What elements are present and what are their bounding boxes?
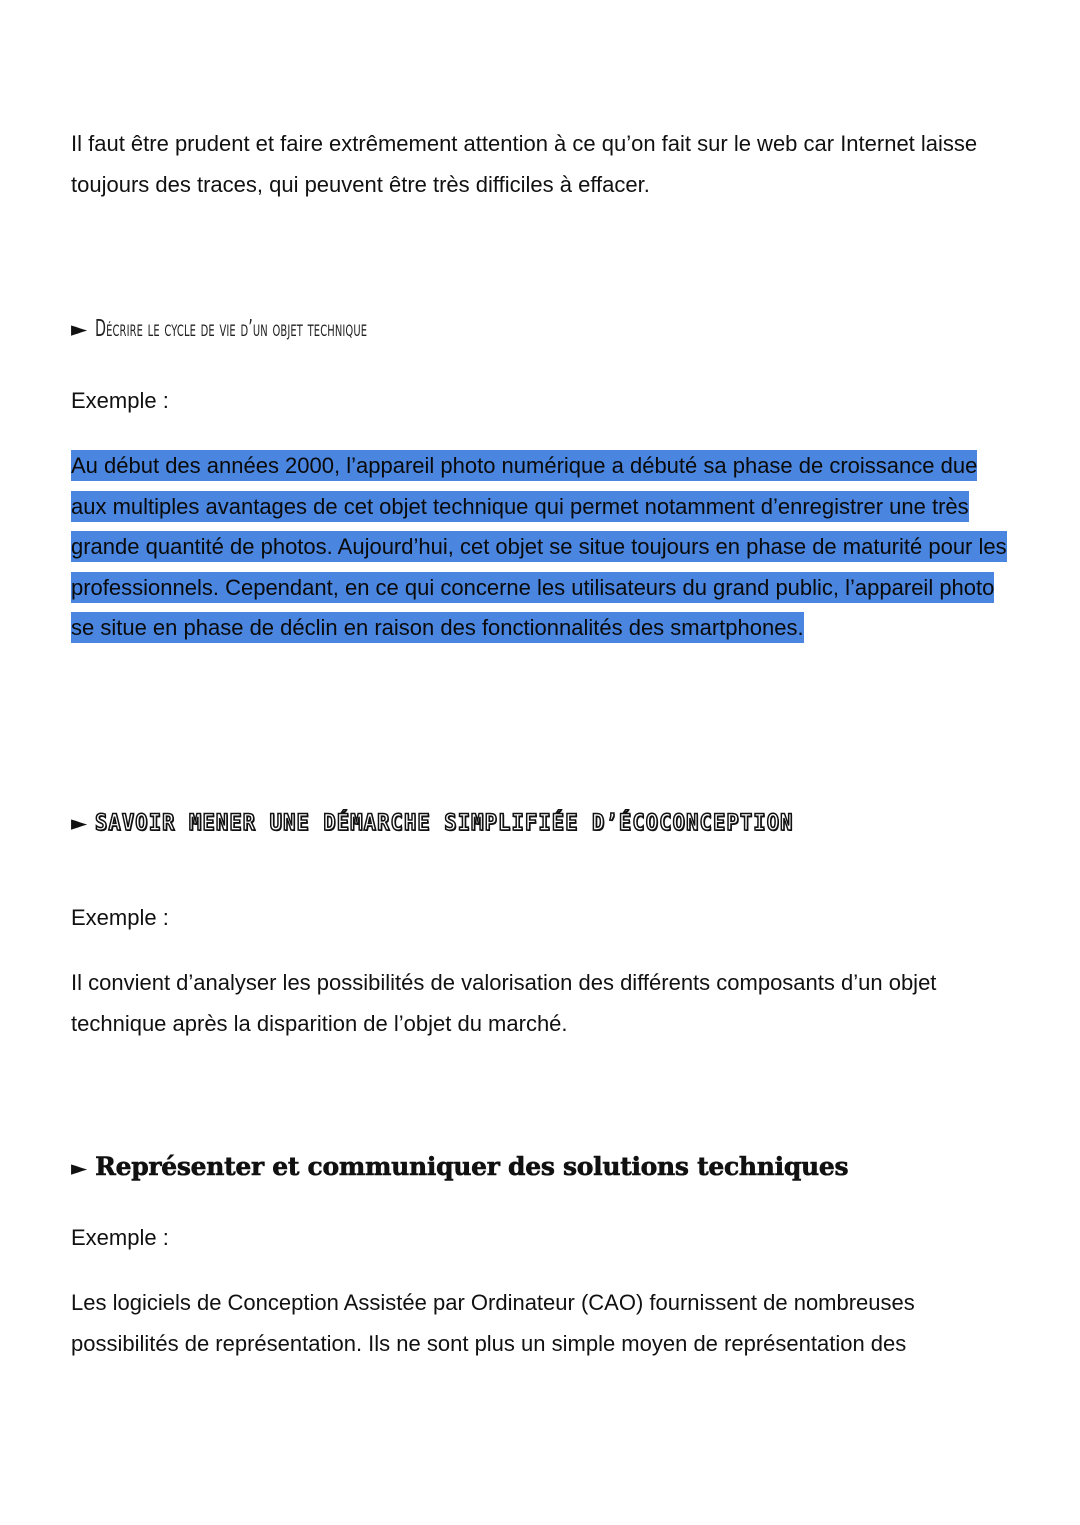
heading-ecoconception (71, 808, 1011, 839)
paragraph-cao: Les logiciels de Conception Assistée par Ordinateur (CAO) fournissent de nombreuses possibilités de représentation. Ils ne sont plus un simple moyen de représentation des (71, 1290, 915, 1356)
heading-text: Représenter et communiquer des solutions techniques (95, 1152, 849, 1181)
example-label: Exemple : (71, 905, 169, 930)
heading-representer (71, 1151, 1011, 1184)
heading-text: SAVOIR MENER UNE DÉMARCHE SIMPLIFIÉE D’ÉCOCONCEPTION (95, 811, 794, 836)
heading-text: Décrire le cycle de vie d’un objet technique (95, 316, 368, 342)
example-label: Exemple : (71, 388, 169, 413)
arrow-bullet-icon: ► (71, 811, 88, 835)
heading-cycle-de-vie (71, 314, 1011, 344)
highlighted-paragraph (71, 446, 1011, 649)
paragraph-valorisation: Il convient d’analyser les possibilités de valorisation des différents composants d’un objet technique après la disparition de l’objet du marché. (71, 970, 937, 1036)
arrow-bullet-icon: ► (71, 317, 88, 341)
arrow-bullet-icon: ► (71, 1156, 88, 1180)
paragraph-internet-traces: Il faut être prudent et faire extrêmement attention à ce qu’on fait sur le web car Internet laisse toujours des traces, qui peuvent être très difficiles à effacer. (71, 131, 978, 197)
example-label: Exemple : (71, 1225, 169, 1250)
text-highlight: Au début des années 2000, l’appareil photo numérique a débuté sa phase de croissance due aux multiples avantages de cet objet technique qui permet notamment d’enregistrer une très grande quantité de photos. Aujourd’hui, cet objet se situe toujours en phase de maturité pour les professionnels. Cependant, en ce qui concerne les utilisateurs du grand public, l’appareil photo se situe en phase de déclin en raison des fonctionnalités des smartphones. (71, 450, 1007, 643)
